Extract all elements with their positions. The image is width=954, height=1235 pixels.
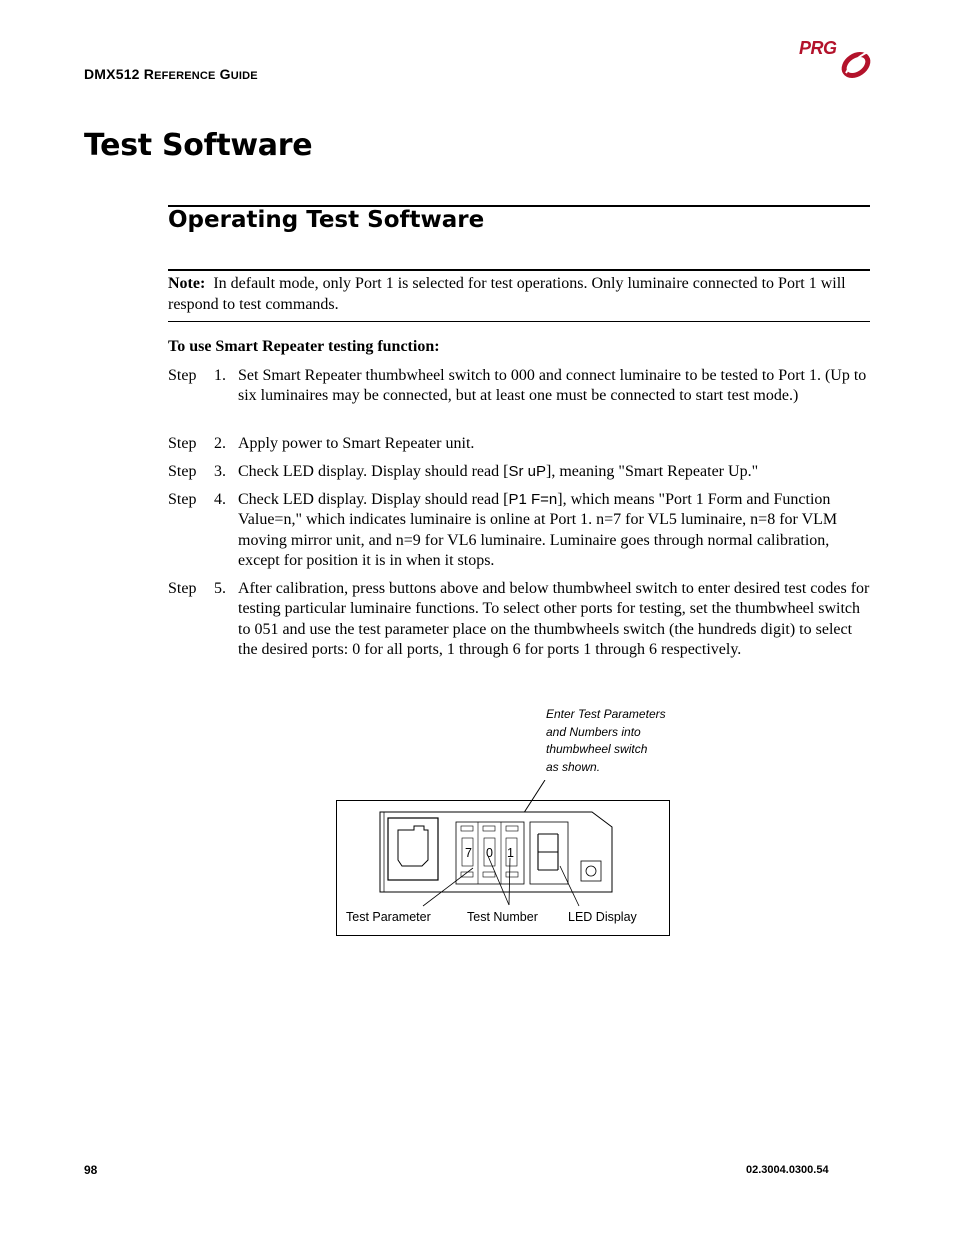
section-title: Operating Test Software — [168, 207, 485, 233]
chapter-title: Test Software — [84, 128, 313, 163]
step-4 — [168, 490, 870, 571]
note-label: Note: — [168, 275, 206, 292]
step-2 — [168, 434, 870, 454]
callout-line: Enter Test Parameters — [546, 707, 666, 721]
smart-repeater-figure — [336, 780, 670, 936]
step-number: 3. — [214, 463, 226, 480]
step-text-part: ], which means "Port 1 Form and Function Value=n," which indicates luminaire is online at Port 1. n=7 for VL5 luminaire, n=8 for VLM moving mirror unit, and n=9 for VL6 luminaire. Luminaire goes through normal calibration, except for position it is in when it stops. — [238, 491, 838, 569]
step-text-part: Check LED display. Display should read [ — [238, 491, 509, 508]
note-bottom-rule — [168, 321, 870, 322]
led-code: P1 F=n — [508, 491, 558, 508]
step-label: Step — [168, 580, 197, 597]
prg-logo — [796, 38, 876, 84]
page-number: 98 — [84, 1163, 98, 1177]
logo-text: PRG — [799, 38, 837, 58]
step-text-part: ], meaning "Smart Repeater Up." — [545, 463, 759, 480]
procedure-title: To use Smart Repeater testing function: — [168, 338, 440, 355]
callout-line: and Numbers into — [546, 724, 641, 739]
thumbwheel-digit: 1 — [507, 846, 514, 860]
thumbwheel-digit: 0 — [486, 846, 493, 860]
note-top-rule — [168, 269, 870, 271]
figure-callout — [546, 706, 666, 776]
guide-title-part: UIDE — [230, 70, 258, 82]
step-text: Apply power to Smart Repeater unit. — [238, 435, 475, 452]
guide-title-part: EFERENCE — [154, 70, 216, 82]
step-text: Set Smart Repeater thumbwheel switch to 000 and connect luminaire to be tested to Port 1. (Up to six luminaires may be connected, but at least one must be connected to start test mode.) — [238, 367, 867, 405]
step-5 — [168, 579, 870, 660]
step-number: 4. — [214, 491, 226, 508]
step-label: Step — [168, 491, 197, 508]
step-text — [238, 490, 870, 571]
running-header — [84, 66, 258, 82]
thumbwheel-digit: 7 — [465, 846, 472, 860]
step-number: 5. — [214, 580, 226, 597]
guide-title-part: G — [215, 66, 231, 82]
step-number: 1. — [214, 367, 226, 384]
step-label: Step — [168, 463, 197, 480]
step-label: Step — [168, 435, 197, 452]
step-text-part: Check LED display. Display should read [ — [238, 463, 509, 480]
callout-line: thumbwheel switch — [546, 742, 648, 756]
test-number-label: Test Number — [467, 910, 538, 924]
step-label: Step — [168, 367, 197, 384]
guide-title-part: DMX512 R — [84, 66, 155, 82]
step-number: 2. — [214, 435, 226, 452]
led-code: Sr uP — [508, 463, 546, 480]
step-text: After calibration, press buttons above and below thumbwheel switch to enter desired test codes for testing particular luminaire functions. To select other ports for testing, set the thumbwheel switch to 051 and use the test parameter place on the thumbwheels switch (the hundreds digit) to select the desired ports: 0 for all ports, 1 through 6 for ports 1 through 6 respectively. — [238, 580, 870, 658]
logo-swoosh-icon — [796, 38, 876, 84]
note-text: In default mode, only Port 1 is selected for test operations. Only luminaire connected to Port 1 will respond to test commands. — [168, 275, 846, 313]
step-text — [238, 462, 870, 482]
step-1 — [168, 366, 870, 407]
test-parameter-label: Test Parameter — [346, 910, 431, 924]
step-3 — [168, 462, 870, 482]
callout-line: as shown. — [546, 759, 601, 774]
document-number: 02.3004.0300.54 — [746, 1164, 829, 1176]
note — [168, 274, 868, 315]
led-display-label: LED Display — [568, 910, 637, 924]
